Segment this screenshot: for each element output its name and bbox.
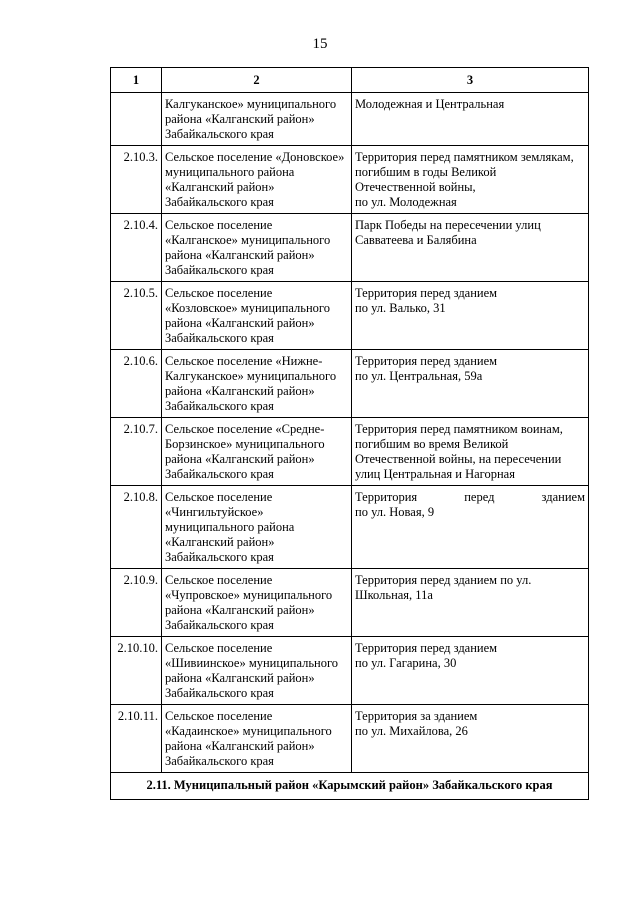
row-number: 2.10.6.	[111, 350, 162, 418]
place-cell	[352, 486, 589, 569]
settlement-text: Сельское поселение «Чингильтуйское» муниципального района «Калганский район» Забайкальского края	[165, 490, 295, 564]
place-cell	[352, 637, 589, 705]
row-number: 2.10.5.	[111, 282, 162, 350]
settlement-text: Сельское поселение «Средне- Борзинское» муниципального района «Калганский район» Забайкальского края	[165, 422, 325, 481]
settlement-cell	[162, 282, 352, 350]
place-text: Территория перед памятником воинам, погибшим во время Великой Отечественной войны, на пересечении улиц Центральная и Нагорная	[355, 422, 563, 481]
row-number: 2.10.9.	[111, 569, 162, 637]
place-text-line-1: Территория перед зданием	[355, 490, 585, 504]
place-text: Территория перед зданием по ул. Валько, 31	[355, 286, 498, 315]
settlement-text: Сельское поселение «Чупровское» муниципального района «Калганский район» Забайкальского края	[165, 573, 333, 632]
section-heading-row	[111, 773, 589, 800]
table-row	[111, 569, 589, 637]
section-heading: 2.11. Муниципальный район «Карымский район» Забайкальского края	[111, 773, 589, 800]
row-number: 2.10.11.	[111, 705, 162, 773]
settlement-text: Сельское поселение «Шивиинское» муниципального района «Калганский район» Забайкальского края	[165, 641, 339, 700]
place-text: Территория перед памятником землякам, погибшим в годы Великой Отечественной войны, по ул. Молодежная	[355, 150, 574, 209]
settlement-cell	[162, 486, 352, 569]
table-row	[111, 486, 589, 569]
table-row	[111, 93, 589, 146]
place-text: Парк Победы на пересечении улиц Савватеева и Балябина	[355, 218, 541, 247]
place-text: Молодежная и Центральная	[355, 97, 505, 111]
place-cell	[352, 350, 589, 418]
settlement-cell	[162, 637, 352, 705]
row-number	[111, 93, 162, 146]
place-text: Территория перед зданием по ул. Гагарина, 30	[355, 641, 498, 670]
place-cell	[352, 705, 589, 773]
place-cell	[352, 214, 589, 282]
settlement-text: Сельское поселение «Кадаинское» муниципального района «Калганский район» Забайкальского края	[165, 709, 332, 768]
column-header-1: 1	[111, 68, 162, 93]
table-row	[111, 705, 589, 773]
table-row	[111, 418, 589, 486]
table-header-row	[111, 68, 589, 93]
settlement-cell	[162, 146, 352, 214]
row-number: 2.10.4.	[111, 214, 162, 282]
place-text-line-2: по ул. Новая, 9	[355, 505, 435, 519]
settlement-text: Сельское поселение «Нижне- Калгуканское» муниципального района «Калганский район» Забайкальского края	[165, 354, 337, 413]
settlement-cell	[162, 214, 352, 282]
table-row	[111, 282, 589, 350]
settlement-text: Сельское поселение «Козловское» муниципального района «Калганский район» Забайкальского края	[165, 286, 330, 345]
settlement-text: Калгуканское» муниципального района «Калганский район» Забайкальского края	[165, 97, 337, 141]
row-number: 2.10.10.	[111, 637, 162, 705]
place-cell	[352, 569, 589, 637]
settlement-cell	[162, 569, 352, 637]
place-cell	[352, 93, 589, 146]
column-header-2: 2	[162, 68, 352, 93]
place-text: Территория за зданием по ул. Михайлова, 26	[355, 709, 478, 738]
row-number: 2.10.7.	[111, 418, 162, 486]
place-text: Территория перед зданием по ул. Школьная, 11а	[355, 573, 532, 602]
table-row	[111, 637, 589, 705]
table-row	[111, 214, 589, 282]
settlement-cell	[162, 93, 352, 146]
table-row	[111, 350, 589, 418]
place-cell	[352, 146, 589, 214]
settlement-cell	[162, 350, 352, 418]
place-text: Территория перед зданием по ул. Центральная, 59а	[355, 354, 498, 383]
row-number: 2.10.3.	[111, 146, 162, 214]
settlement-cell	[162, 418, 352, 486]
settlement-text: Сельское поселение «Доновское» муниципального района «Калганский район» Забайкальского края	[165, 150, 345, 209]
place-cell	[352, 282, 589, 350]
settlement-cell	[162, 705, 352, 773]
settlement-text: Сельское поселение «Калганское» муниципального района «Калганский район» Забайкальского края	[165, 218, 331, 277]
settlements-table	[110, 67, 589, 800]
page-number: 15	[312, 36, 328, 52]
table-row	[111, 146, 589, 214]
place-cell	[352, 418, 589, 486]
row-number: 2.10.8.	[111, 486, 162, 569]
column-header-3: 3	[352, 68, 589, 93]
